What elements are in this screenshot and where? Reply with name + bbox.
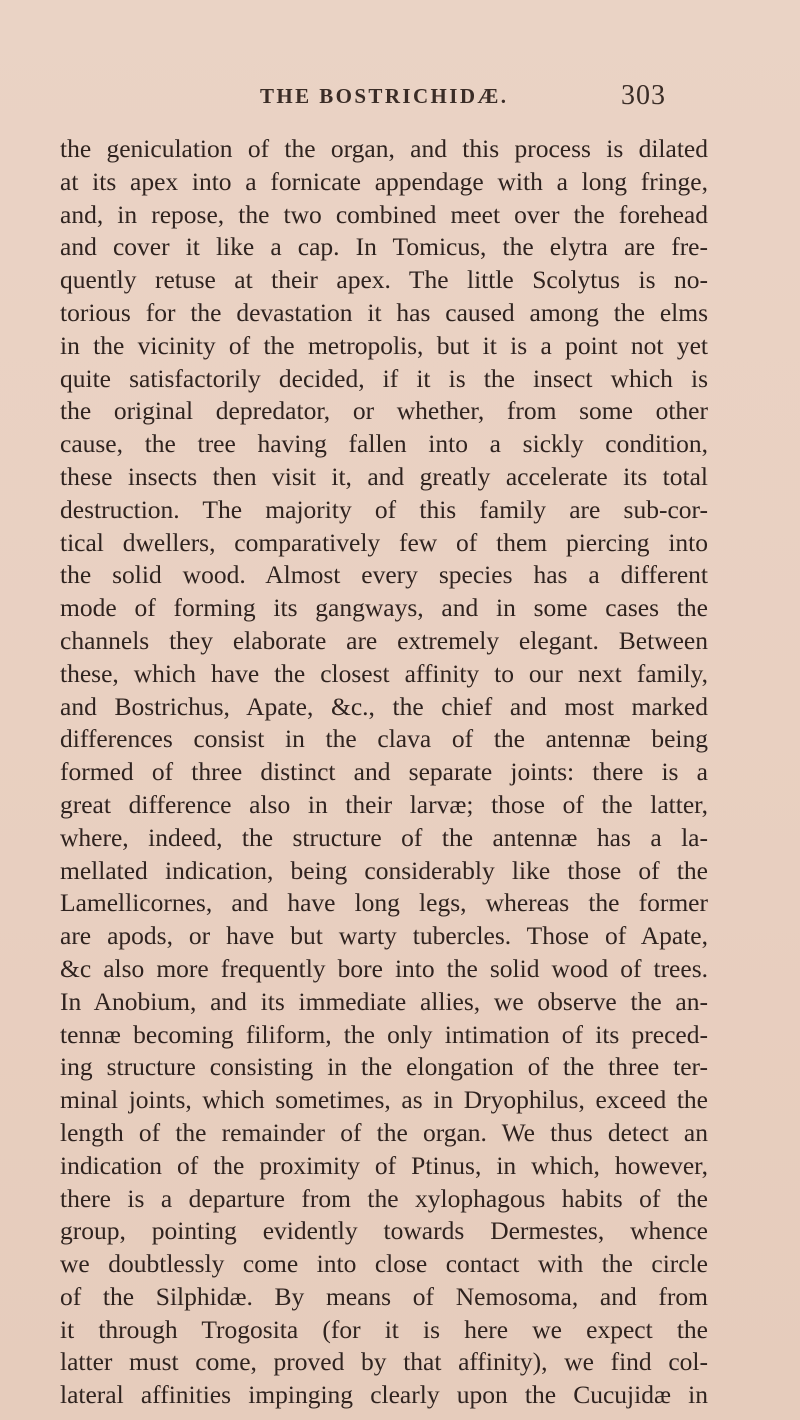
text-line: formed of three distinct and separate joints: there is a: [60, 757, 708, 787]
text-line: quently retuse at their apex. The little Scolytus is no-: [60, 265, 708, 295]
text-line: we doubtlessly come into close contact with the circle: [60, 1249, 708, 1279]
text-line: in the vicinity of the metropolis, but it is a point not yet: [60, 330, 708, 360]
text-line: where, indeed, the structure of the antennæ has a la-: [60, 822, 708, 852]
text-line: lateral affinities impinging clearly upon the Cucujidæ in: [60, 1380, 708, 1410]
text-line: mellated indication, being considerably like those of the: [60, 855, 708, 885]
text-line: ing structure consisting in the elongation of the three ter-: [60, 1052, 708, 1082]
text-line: there is a departure from the xylophagous habits of the: [60, 1183, 708, 1213]
text-line: group, pointing evidently towards Dermestes, whence: [60, 1216, 708, 1246]
text-line: the geniculation of the organ, and this process is dilated: [60, 134, 708, 163]
text-line: are apods, or have but warty tubercles. Those of Apate,: [60, 921, 708, 951]
text-line: the original depredator, or whether, from some other: [60, 396, 708, 426]
text-line: channels they elaborate are extremely elegant. Between: [60, 625, 708, 655]
text-line: it through Trogosita (for it is here we expect the: [60, 1314, 708, 1344]
text-line: In Anobium, and its immediate allies, we observe the an-: [60, 986, 708, 1016]
text-line: length of the remainder of the organ. We thus detect an: [60, 1117, 708, 1147]
page-number: 303: [621, 80, 666, 111]
text-line: of the Silphidæ. By means of Nemosoma, and from: [60, 1281, 708, 1311]
text-line: Lamellicornes, and have long legs, whereas the former: [60, 888, 708, 918]
text-line: tical dwellers, comparatively few of them piercing into: [60, 527, 708, 557]
running-title: THE BOSTRICHIDÆ.: [260, 84, 509, 108]
text-line: the solid wood. Almost every species has a different: [60, 560, 708, 590]
text-line: at its apex into a fornicate appendage with a long fringe,: [60, 166, 708, 196]
text-line: these, which have the closest affinity to our next family,: [60, 658, 708, 688]
text-line: and Bostrichus, Apate, &c., the chief and most marked: [60, 691, 708, 721]
text-line: mode of forming its gangways, and in some cases the: [60, 593, 708, 623]
text-line: differences consist in the clava of the antennæ being: [60, 724, 708, 754]
text-line: cause, the tree having fallen into a sickly condition,: [60, 429, 708, 459]
text-line: and cover it like a cap. In Tomicus, the elytra are fre-: [60, 232, 708, 262]
text-line: great difference also in their larvæ; those of the latter,: [60, 789, 708, 819]
text-line: minal joints, which sometimes, as in Dryophilus, exceed the: [60, 1085, 708, 1115]
text-line: &c also more frequently bore into the solid wood of trees.: [60, 953, 708, 983]
text-line: and, in repose, the two combined meet over the forehead: [60, 199, 708, 229]
text-line: these insects then visit it, and greatly accelerate its total: [60, 461, 708, 491]
text-line: destruction. The majority of this family are sub-cor-: [60, 494, 708, 524]
text-line: tennæ becoming filiform, the only intimation of its preced-: [60, 1019, 708, 1049]
body-text: [60, 133, 708, 1412]
text-line: latter must come, proved by that affinity), we find col-: [60, 1347, 708, 1377]
text-line: quite satisfactorily decided, if it is the insect which is: [60, 363, 708, 393]
text-line: indication of the proximity of Ptinus, in which, however,: [60, 1150, 708, 1180]
text-line: torious for the devastation it has caused among the elms: [60, 297, 708, 327]
running-head: [0, 80, 800, 120]
